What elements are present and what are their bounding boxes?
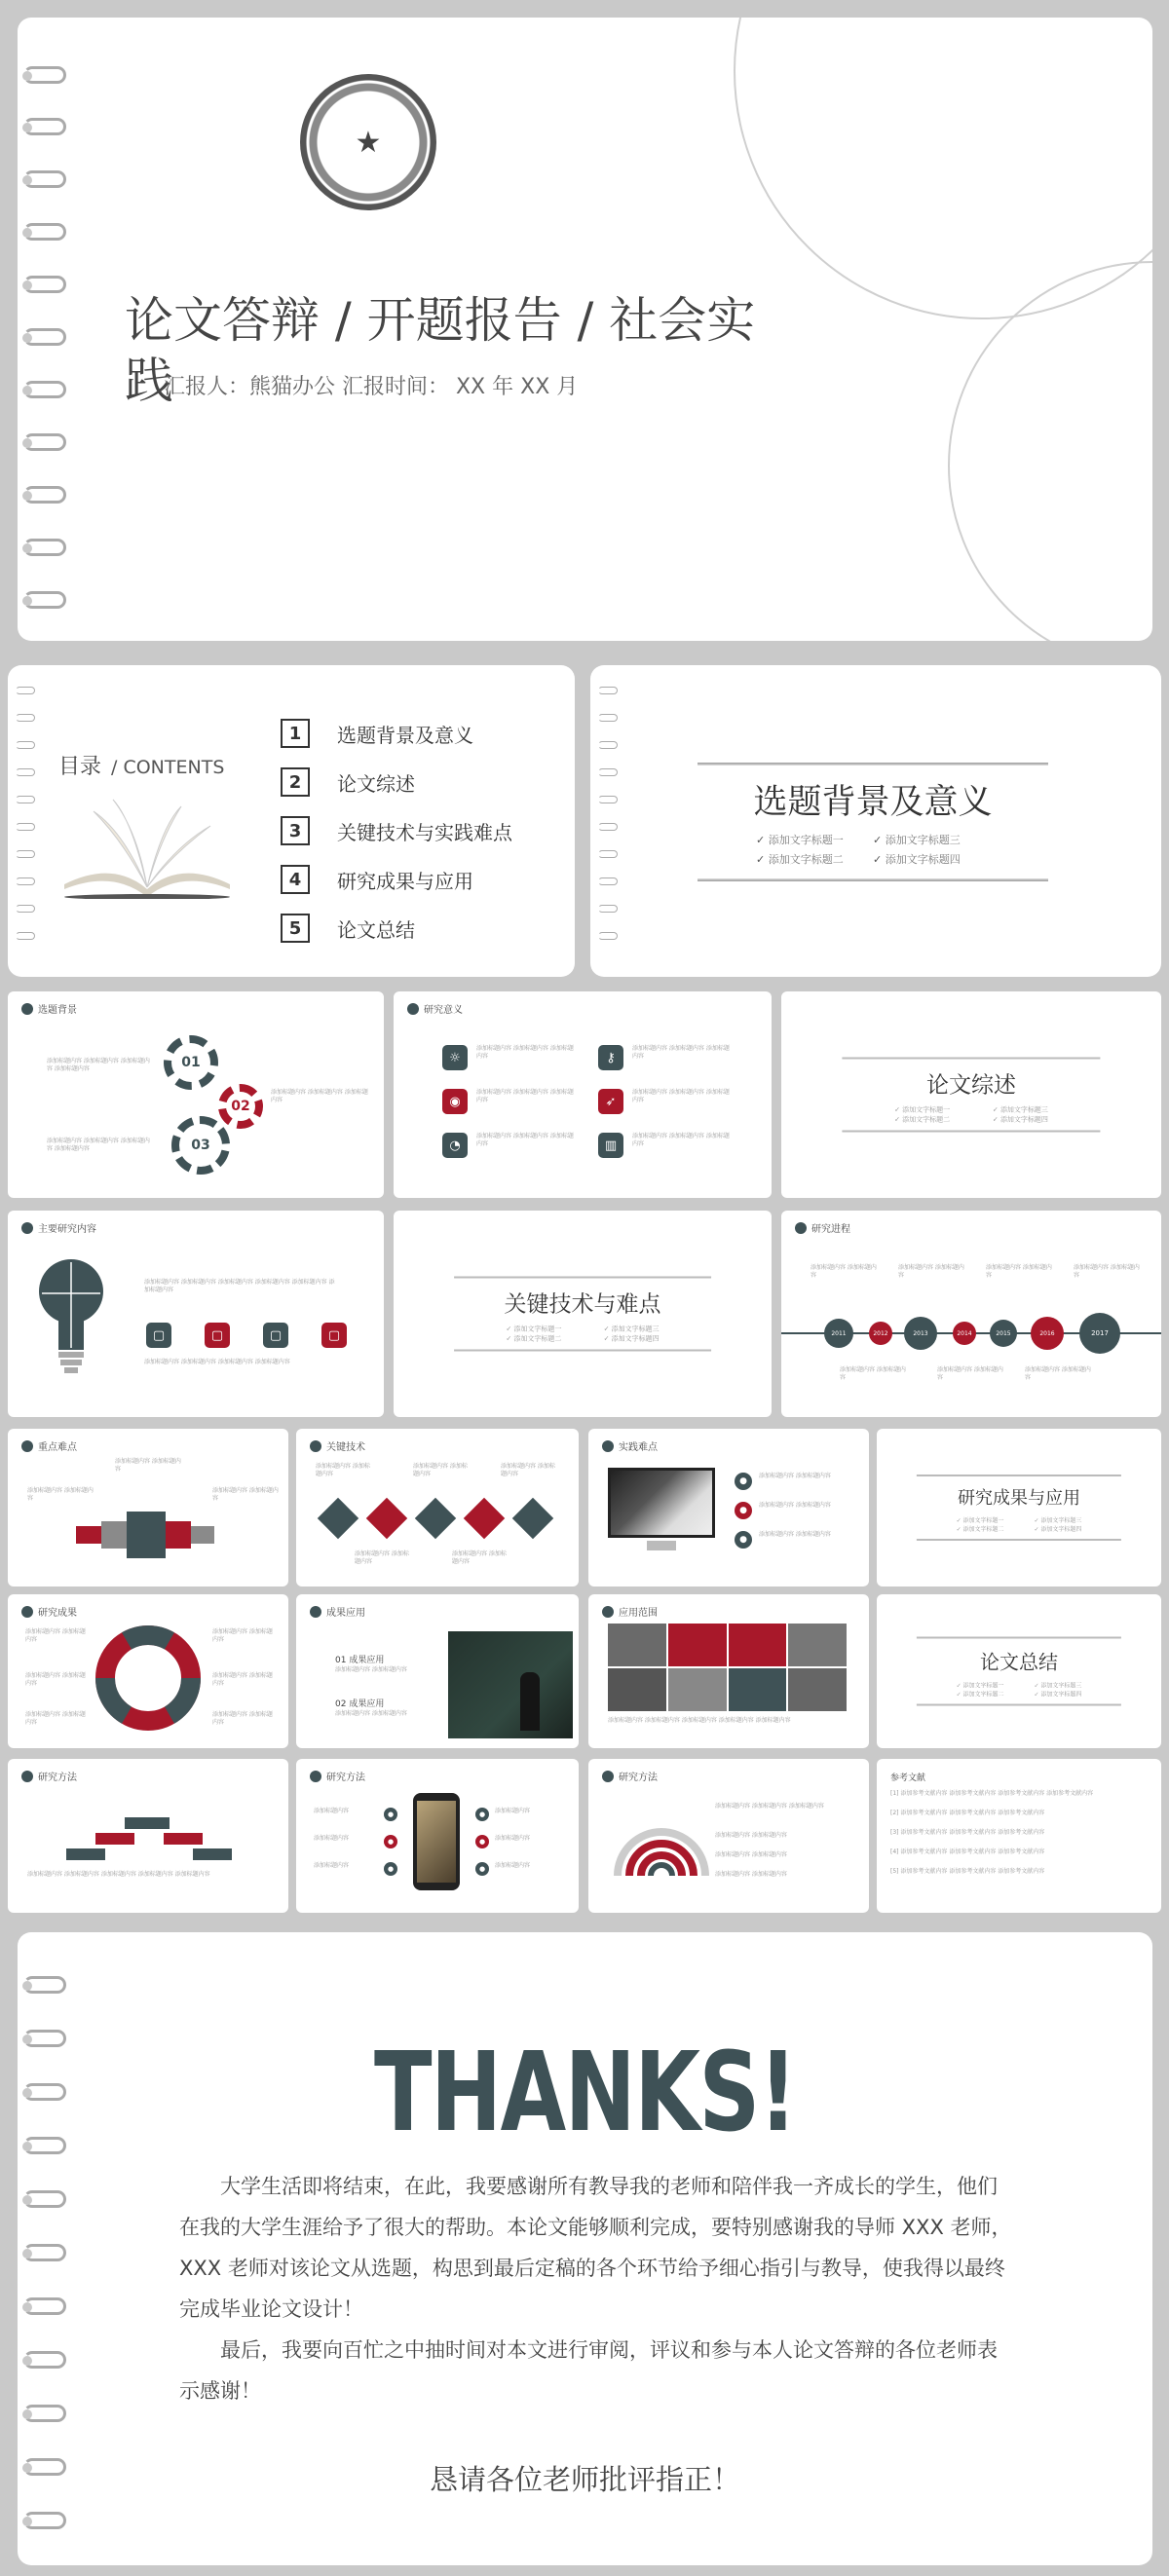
thumb-application-scope[interactable]: 应用范围 添加标题内容 添加标题内容 添加标题内容 添加标题内容 添加标题内容 bbox=[588, 1594, 869, 1748]
thumb-progress[interactable]: 研究进程 添加标题内容 添加标题内容 添加标题内容 添加标题内容 添加标题内容 添加标题内容 添加标题内容 添加标题内容 添加标题内容 添加标题内容 添加标题内容 添加标题内容 添加标题内容 添加标题内容 2011 2012 2013 2014 2015 2016 2017 bbox=[781, 1211, 1161, 1417]
thumb-header-label: 研究方法 bbox=[38, 1773, 77, 1783]
section-title: 选题背景及意义 bbox=[753, 783, 993, 822]
mini-bullet: ✓ 添加文字标题三 bbox=[1019, 1681, 1097, 1690]
arc-chart-icon bbox=[608, 1798, 715, 1905]
thumb-header bbox=[310, 1604, 365, 1619]
mini-section bbox=[842, 1058, 1100, 1133]
thumb-header-label: 研究成果 bbox=[38, 1608, 77, 1619]
thumb-section-summary[interactable] bbox=[877, 1594, 1161, 1748]
thumb-section-results[interactable] bbox=[877, 1429, 1161, 1587]
lightbulb-icon: ☼ bbox=[442, 1045, 468, 1070]
thumb-header bbox=[310, 1438, 365, 1453]
mini-bullet: ✓ 添加文字标题四 bbox=[583, 1334, 680, 1344]
timeline-node: 2015 bbox=[990, 1320, 1017, 1347]
mini-section-title: 研究成果与应用 bbox=[957, 1488, 1080, 1509]
mini-section bbox=[917, 1637, 1121, 1706]
thumb-significance[interactable]: 研究意义 ☼ ◉ ◔ ⚷ ➶ ▥ 添加标题内容 添加标题内容 添加标题内容 添加标题内容 添加标题内容 添加标题内容 添加标题内容 添加标题内容 添加标题内容 添加标题内容 添加标题内容 添加标题内容 添加标题内容 添加标题内容 添加标题内容 添加标题内容 添加标题内容 添加标题内容 bbox=[394, 991, 772, 1198]
cover-subtitle: 汇报人：熊猫办公 汇报时间： XX 年 XX 月 bbox=[164, 375, 579, 399]
toc-label: 研究成果与应用 bbox=[337, 869, 473, 893]
section-title-box bbox=[698, 763, 1048, 881]
mini-section-title: 论文总结 bbox=[979, 1650, 1058, 1674]
thumb-research-content[interactable]: 主要研究内容 添加标题内容 添加标题内容 添加标题内容 添加标题内容 添加标题内容 添加标题内容 ▢ ▢ ▢ ▢ 添加标题内容 添加标题内容 添加标题内容 添加标题内容 bbox=[8, 1211, 384, 1417]
thumb-header-label: 研究进程 bbox=[811, 1224, 850, 1235]
dot-icon: ● bbox=[735, 1473, 752, 1490]
toc-num: 1 bbox=[281, 719, 310, 748]
gear-icon: 01 bbox=[164, 1035, 218, 1090]
section-bullet: ✓ 添加文字标题二 bbox=[756, 851, 873, 867]
rocket-icon: ➶ bbox=[598, 1089, 623, 1114]
thumb-method-2[interactable]: 研究方法 ● ● ● ● ● ● 添加标题内容 添加标题内容 添加标题内容 添加标题内容 添加标题内容 添加标题内容 bbox=[296, 1759, 579, 1913]
university-seal-logo: ★ bbox=[300, 74, 436, 210]
thumb-results-application[interactable]: 成果应用 01 成果应用 添加标题内容 添加标题内容 02 成果应用 添加标题内容 添加标题内容 bbox=[296, 1594, 579, 1748]
thumb-key-difficulties[interactable]: 重点难点 添加标题内容 添加标题内容 添加标题内容 添加标题内容 添加标题内容 添加标题内容 bbox=[8, 1429, 288, 1587]
thumb-header-label: 成果应用 bbox=[326, 1608, 365, 1619]
mini-bullet: ✓ 添加文字标题三 bbox=[583, 1325, 680, 1334]
cover-title: 论文答辩 / 开题报告 / 社会实践 bbox=[125, 292, 756, 409]
mini-section bbox=[454, 1277, 711, 1352]
thumb-header-label: 应用范围 bbox=[619, 1608, 658, 1619]
timeline-node: 2014 bbox=[953, 1322, 976, 1345]
mini-bullet: ✓ 添加文字标题二 bbox=[941, 1524, 1019, 1533]
thumb-header-label: 研究方法 bbox=[326, 1773, 365, 1783]
mini-bullet: ✓ 添加文字标题三 bbox=[1019, 1515, 1097, 1524]
thumb-header bbox=[602, 1769, 658, 1783]
mini-bullet: ✓ 添加文字标题二 bbox=[485, 1334, 583, 1344]
thumb-references[interactable]: 参考文献 [1] 添加参考文献内容 添加参考文献内容 添加参考文献内容 添加参考文献内容 [2] 添加参考文献内容 添加参考文献内容 添加参考文献内容 [3] 添加参考文献内容 添加参考文献内容 添加参考文献内容 [4] 添加参考文献内容 添加参考文献内容 添加参考文献内容 [5] 添加参考文献内容 添加参考文献内容 添加参考文献内容 bbox=[877, 1759, 1161, 1913]
timeline-node: 2016 bbox=[1031, 1317, 1064, 1350]
gear-icon: 03 bbox=[171, 1116, 230, 1175]
key-icon: ⚷ bbox=[598, 1045, 623, 1070]
mini-bullet: ✓ 添加文字标题一 bbox=[873, 1105, 971, 1115]
toc-item[interactable] bbox=[281, 758, 512, 806]
location-icon: ◉ bbox=[442, 1089, 468, 1114]
thanks-footer: 恳请各位老师批评指正！ bbox=[429, 2463, 740, 2496]
binder-rings bbox=[23, 18, 66, 641]
result-item: 02 成果应用 bbox=[335, 1699, 385, 1709]
box-icon: ▢ bbox=[263, 1323, 288, 1348]
toc-label: 论文综述 bbox=[337, 771, 415, 796]
thumb-method-1[interactable]: 研究方法 添加标题内容 添加标题内容 添加标题内容 添加标题内容 添加标题内容 bbox=[8, 1759, 288, 1913]
thumb-header-label: 重点难点 bbox=[38, 1442, 77, 1453]
thumb-header bbox=[21, 1604, 77, 1619]
mini-bullet: ✓ 添加文字标题一 bbox=[941, 1515, 1019, 1524]
thumb-header-label: 选题背景 bbox=[38, 1005, 77, 1016]
building-icon: ▥ bbox=[598, 1133, 623, 1158]
section-bullet: ✓ 添加文字标题四 bbox=[873, 851, 990, 867]
thumb-method-3[interactable]: 研究方法 添加标题内容 添加标题内容 添加标题内容 添加标题内容 添加标题内容 添加标题内容 添加标题内容 添加标题内容 添加标题内容 bbox=[588, 1759, 869, 1913]
thumb-background[interactable]: 选题背景 添加标题内容 添加标题内容 添加标题内容 添加标题内容 添加标题内容 添加标题内容 添加标题内容 添加标题内容 添加标题内容 添加标题内容 添加标题内容 01 02 03 bbox=[8, 991, 384, 1198]
box-icon: ▢ bbox=[146, 1323, 171, 1348]
toc-label: 关键技术与实践难点 bbox=[337, 820, 512, 844]
timeline-node: 2013 bbox=[904, 1317, 937, 1350]
thumb-key-tech[interactable]: 关键技术 添加标题内容 添加标题内容 添加标题内容 添加标题内容 添加标题内容 添加标题内容 添加标题内容 添加标题内容 添加标题内容 添加标题内容 bbox=[296, 1429, 579, 1587]
thumb-header bbox=[602, 1438, 658, 1453]
toc-item[interactable] bbox=[281, 904, 512, 952]
thumb-header-label: 实践难点 bbox=[619, 1442, 658, 1453]
mini-bullet: ✓ 添加文字标题四 bbox=[1019, 1524, 1097, 1533]
toc-list bbox=[281, 709, 512, 952]
lecture-photo bbox=[448, 1631, 573, 1738]
box-icon: ▢ bbox=[205, 1323, 230, 1348]
mini-section-title: 关键技术与难点 bbox=[504, 1291, 661, 1318]
toc-heading-en: / CONTENTS bbox=[111, 757, 225, 778]
thumb-section-key-tech[interactable] bbox=[394, 1211, 772, 1417]
section-bullets bbox=[698, 824, 1048, 873]
thumb-header bbox=[21, 1438, 77, 1453]
thumb-header bbox=[795, 1220, 850, 1235]
toc-item[interactable] bbox=[281, 806, 512, 855]
toc-item[interactable] bbox=[281, 855, 512, 904]
binder-rings bbox=[596, 665, 639, 977]
ring-chart-icon bbox=[94, 1624, 203, 1733]
section-bullet: ✓ 添加文字标题一 bbox=[756, 832, 873, 847]
thumb-header-label: 主要研究内容 bbox=[38, 1224, 96, 1235]
thumb-section-review[interactable] bbox=[781, 991, 1161, 1198]
thumb-header-label: 关键技术 bbox=[326, 1442, 365, 1453]
references-title: 参考文献 bbox=[890, 1773, 926, 1783]
toc-num: 3 bbox=[281, 816, 310, 845]
thumb-header-label: 研究方法 bbox=[619, 1773, 658, 1783]
thumb-header bbox=[310, 1769, 365, 1783]
box-icon: ▢ bbox=[321, 1323, 347, 1348]
chart-icon: ◔ bbox=[442, 1133, 468, 1158]
mini-bullet: ✓ 添加文字标题一 bbox=[941, 1681, 1019, 1690]
toc-item[interactable] bbox=[281, 709, 512, 758]
thumb-practice-difficulties[interactable]: 实践难点 ● ● ● 添加标题内容 添加标题内容 添加标题内容 添加标题内容 添加标题内容 添加标题内容 bbox=[588, 1429, 869, 1587]
thumb-header-label: 研究意义 bbox=[424, 1005, 463, 1016]
thumb-header bbox=[21, 1001, 77, 1016]
phone-icon bbox=[413, 1793, 460, 1890]
toc-num: 4 bbox=[281, 865, 310, 894]
monitor-photo bbox=[608, 1468, 715, 1538]
thanks-title: THANKS! bbox=[374, 2030, 796, 2156]
toc-num: 5 bbox=[281, 914, 310, 943]
mini-bullet: ✓ 添加文字标题二 bbox=[941, 1690, 1019, 1699]
timeline-node: 2011 bbox=[824, 1319, 853, 1348]
mini-bullet: ✓ 添加文字标题一 bbox=[485, 1325, 583, 1334]
dot-icon: ● bbox=[735, 1531, 752, 1549]
mini-section-title: 论文综述 bbox=[926, 1072, 1016, 1099]
timeline-node: 2017 bbox=[1079, 1313, 1120, 1354]
photo-grid bbox=[608, 1624, 847, 1711]
mini-bullet: ✓ 添加文字标题四 bbox=[1019, 1690, 1097, 1699]
thumb-header bbox=[21, 1769, 77, 1783]
open-book-icon bbox=[55, 792, 240, 899]
result-item: 01 成果应用 bbox=[335, 1656, 385, 1665]
mini-section bbox=[917, 1475, 1121, 1541]
section-slide-1 bbox=[590, 665, 1161, 977]
thumb-header bbox=[21, 1220, 96, 1235]
toc-heading-label: 目录 bbox=[58, 755, 102, 779]
thumb-header bbox=[602, 1604, 658, 1619]
toc-num: 2 bbox=[281, 767, 310, 797]
mini-bullet: ✓ 添加文字标题四 bbox=[971, 1115, 1070, 1125]
thumb-header bbox=[407, 1001, 463, 1016]
mini-bullet: ✓ 添加文字标题三 bbox=[971, 1105, 1070, 1115]
thanks-slide bbox=[18, 1932, 1152, 2565]
timeline-node: 2012 bbox=[869, 1322, 892, 1345]
binder-rings bbox=[14, 665, 57, 977]
toc-label: 选题背景及意义 bbox=[337, 723, 473, 747]
cover-slide bbox=[18, 18, 1152, 641]
thanks-paragraph-1: 大学生活即将结束，在此，我要感谢所有教导我的老师和陪伴我一齐成长的学生，他们在我的大学生涯给予了很大的帮助。本论文能够顺利完成，要特别感谢我的导师 XXX 老师， XXX 老师对该论文从选题，构思到最后定稿的各个环节给予细心指引与教导，使我得以最终完成毕业论文设计！ bbox=[179, 2175, 1012, 2321]
lightbulb-puzzle-icon bbox=[37, 1254, 105, 1381]
mini-bullet: ✓ 添加文字标题二 bbox=[873, 1115, 971, 1125]
section-bullet: ✓ 添加文字标题三 bbox=[873, 832, 990, 847]
gear-icon: 02 bbox=[218, 1084, 263, 1129]
thanks-paragraph-2: 最后，我要向百忙之中抽时间对本文进行审阅，评议和参与本人论文答辩的各位老师表示感谢！ bbox=[179, 2338, 998, 2403]
thumb-research-results[interactable]: 研究成果 添加标题内容 添加标题内容 添加标题内容 添加标题内容 添加标题内容 添加标题内容 添加标题内容 添加标题内容 添加标题内容 添加标题内容 添加标题内容 添加标题内容 bbox=[8, 1594, 288, 1748]
toc-label: 论文总结 bbox=[337, 917, 415, 942]
dot-icon: ● bbox=[735, 1502, 752, 1519]
toc-slide bbox=[8, 665, 575, 977]
toc-heading bbox=[58, 750, 224, 780]
